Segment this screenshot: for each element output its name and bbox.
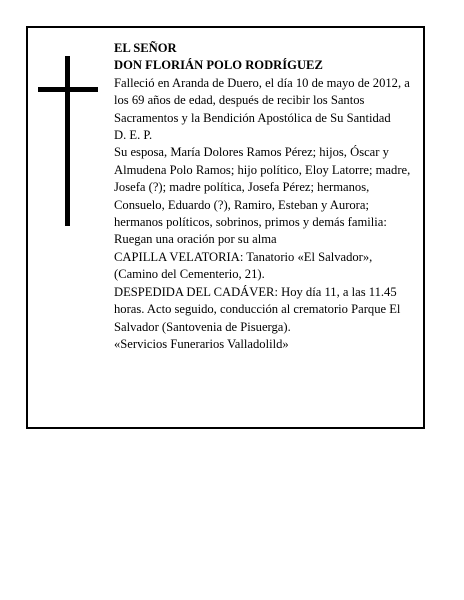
deceased-name: DON FLORIÁN POLO RODRÍGUEZ (114, 58, 323, 73)
chapel-paragraph: CAPILLA VELATORIA: Tanatorio «El Salvador», (Camino del Cementerio, 21). (114, 249, 373, 282)
notice-title: EL SEÑOR (114, 41, 177, 55)
cross-icon (38, 56, 98, 226)
dep-line: D. E. P. (114, 128, 153, 143)
prayer-line: Ruegan una oración por su alma (114, 232, 277, 247)
funeral-services-line: «Servicios Funerarios Valladolild» (114, 336, 289, 351)
cross-vertical-bar (65, 56, 70, 226)
obituary-text (114, 40, 418, 353)
family-paragraph: Su esposa, María Dolores Ramos Pérez; hijos, Óscar y Almudena Polo Ramos; hijo político, Eloy Latorre; madre, Josefa (?); madre política, Josefa Pérez; hermanos, Consuelo, Eduardo (?), Ramiro, Esteban y Aurora; hermanos políticos, sobrinos, primos y demás familia: (114, 145, 411, 230)
obituary-notice (26, 26, 425, 429)
death-paragraph: Falleció en Aranda de Duero, el día 10 de mayo de 2012, a los 69 años de edad, después de recibir los Santos Sacramentos y la Bendición Apostólica de Su Santidad (114, 75, 410, 125)
cross-horizontal-bar (38, 87, 98, 92)
farewell-paragraph: DESPEDIDA DEL CADÁVER: Hoy día 11, a las 11.45 horas. Acto seguido, conducción al crematorio Parque El Salvador (Santovenia de Pisuerga). (114, 284, 401, 334)
